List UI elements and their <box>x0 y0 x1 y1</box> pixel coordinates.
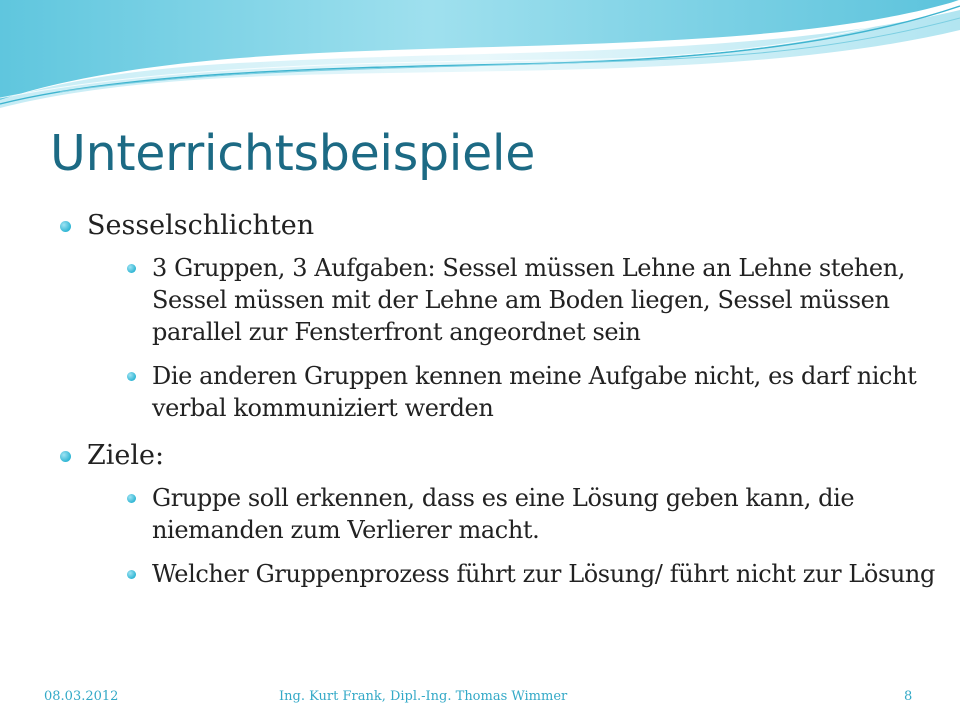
sub-bullet-item <box>127 360 940 424</box>
bullet-dot-icon <box>127 264 136 273</box>
bullet-item <box>60 206 940 424</box>
sub-bullet-text: Welcher Gruppenprozess führt zur Lösung/ führt nicht zur Lösung <box>152 560 935 588</box>
footer-date: 08.03.2012 <box>44 689 119 704</box>
bullet-dot-icon <box>127 494 136 503</box>
slide-number: 8 <box>904 689 913 704</box>
sub-bullet-text: Gruppe soll erkennen, dass es eine Lösung geben kann, die niemanden zum Verlierer macht. <box>152 484 855 544</box>
sub-bullet-text: Die anderen Gruppen kennen meine Aufgabe nicht, es darf nicht verbal kommuniziert werden <box>152 362 917 422</box>
header-wave-decoration <box>0 0 960 110</box>
slide-body <box>60 206 940 602</box>
sub-bullet-list <box>127 482 940 590</box>
bullet-dot-icon <box>60 221 71 232</box>
bullet-dot-icon <box>60 451 71 462</box>
bullet-text: Ziele: <box>87 440 165 471</box>
bullet-dot-icon <box>127 570 136 579</box>
bullet-item <box>60 436 940 590</box>
sub-bullet-text: 3 Gruppen, 3 Aufgaben: Sessel müssen Lehne an Lehne stehen, Sessel müssen mit der Lehne am Boden liegen, Sessel müssen parallel zur Fensterfront angeordnet sein <box>152 254 906 346</box>
bullet-list <box>60 206 940 590</box>
slide-title: Unterrichtsbeispiele <box>50 125 536 182</box>
footer-authors: Ing. Kurt Frank, Dipl.-Ing. Thomas Wimmer <box>279 689 568 704</box>
bullet-text: Sesselschlichten <box>87 210 315 241</box>
sub-bullet-item <box>127 482 940 546</box>
bullet-dot-icon <box>127 372 136 381</box>
sub-bullet-list <box>127 252 940 424</box>
sub-bullet-item <box>127 558 940 590</box>
sub-bullet-item <box>127 252 940 348</box>
